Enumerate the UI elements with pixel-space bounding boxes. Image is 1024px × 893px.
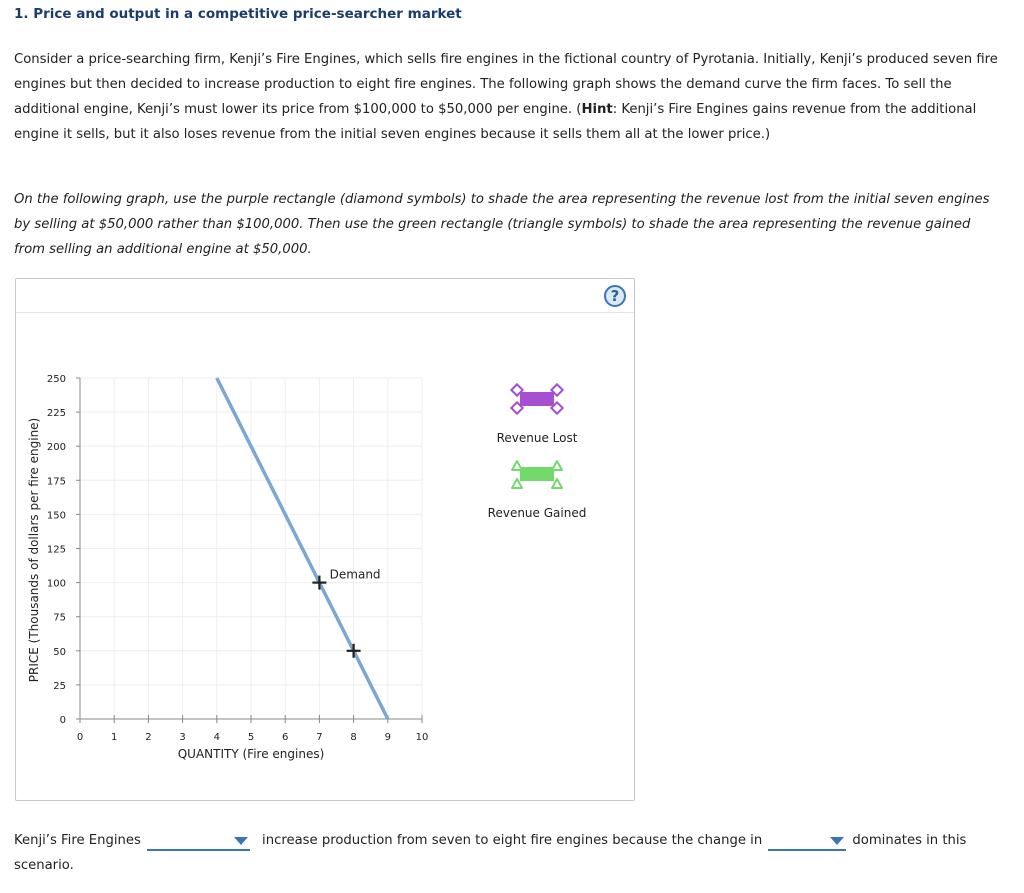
answer-middle: increase production from seven to eight fire engines because the change in bbox=[262, 833, 763, 848]
help-icon[interactable]: ? bbox=[604, 285, 626, 307]
y-tick-label: 125 bbox=[46, 544, 66, 556]
x-tick-label: 6 bbox=[282, 732, 289, 743]
y-axis-ticks bbox=[47, 374, 80, 726]
chevron-down-icon bbox=[234, 837, 248, 845]
x-tick-label: 4 bbox=[213, 732, 220, 743]
intro-text: Consider a price-searching firm, Kenji’s Fire Engines, which sells fire engines in the fictional country of Pyrotania. Initially, Kenji’s produced seven fire engines but then decided to increase production to eight fire engines. The following graph shows the demand curve the firm faces. To sell the additional engine, Kenji’s must lower its price from $100,000 to $50,000 per engine. ( bbox=[14, 52, 998, 117]
production-decision-dropdown[interactable] bbox=[147, 831, 250, 851]
x-tick-label: 7 bbox=[316, 732, 323, 743]
answer-suffix: dominates in this scenario. bbox=[14, 833, 967, 873]
hint-label: Hint bbox=[581, 102, 613, 117]
graph-panel bbox=[15, 278, 635, 801]
demand-graph[interactable] bbox=[16, 279, 634, 800]
x-tick-label: 3 bbox=[179, 732, 186, 743]
x-tick-label: 0 bbox=[76, 732, 84, 743]
revenue-gained-label: Revenue Gained bbox=[487, 506, 587, 520]
question-instruction: On the following graph, use the purple rectangle (diamond symbols) to shade the area representing the revenue lost from the initial seven engines by selling at $50,000 rather than $100,000. Then use the green rectangle (triangle symbols) to shade the area representing the revenue gained from selling an additional engine at $50,000. bbox=[14, 192, 990, 257]
demand-curve-label: Demand bbox=[329, 567, 381, 582]
y-axis-label: PRICE (Thousands of dollars per fire engine) bbox=[27, 417, 41, 683]
y-tick-label: 100 bbox=[46, 578, 66, 590]
triangle-icon bbox=[512, 461, 522, 470]
question-intro bbox=[14, 47, 1004, 147]
revenue-lost-tool[interactable] bbox=[511, 384, 562, 413]
answer-sentence bbox=[14, 828, 1004, 878]
y-tick-label: 75 bbox=[53, 612, 66, 624]
revenue-lost-label: Revenue Lost bbox=[496, 431, 578, 445]
x-tick-label: 9 bbox=[384, 732, 391, 743]
plus-marker bbox=[347, 644, 361, 658]
y-tick-label: 225 bbox=[46, 408, 66, 420]
chevron-down-icon bbox=[830, 837, 844, 845]
x-tick-label: 10 bbox=[415, 732, 429, 743]
y-tick-label: 50 bbox=[53, 646, 66, 658]
question-title: 1. Price and output in a competitive price-searcher market bbox=[14, 6, 462, 22]
answer-prefix: Kenji’s Fire Engines bbox=[14, 833, 141, 848]
y-tick-label: 25 bbox=[53, 680, 66, 692]
y-tick-label: 150 bbox=[46, 510, 66, 522]
triangle-icon bbox=[552, 461, 562, 470]
x-tick-label: 8 bbox=[350, 732, 357, 743]
y-tick-label: 250 bbox=[46, 374, 66, 385]
graph-grid bbox=[80, 378, 422, 719]
x-tick-label: 2 bbox=[145, 732, 152, 743]
y-tick-label: 175 bbox=[46, 476, 66, 488]
intro-text-end: : Kenji’s Fire Engines gains revenue from the additional engine it sells, but it also loses revenue from the initial seven engines because it sells them all at the lower price.) bbox=[14, 102, 977, 142]
revenue-change-dropdown[interactable] bbox=[768, 831, 846, 851]
y-tick-label: 200 bbox=[46, 442, 66, 454]
x-tick-label: 5 bbox=[247, 732, 255, 743]
x-tick-label: 1 bbox=[111, 732, 118, 743]
plus-marker bbox=[312, 576, 326, 590]
revenue-gained-tool[interactable] bbox=[512, 461, 562, 488]
x-axis-label: QUANTITY (Fire engines) bbox=[177, 747, 325, 761]
y-tick-label: 0 bbox=[59, 715, 66, 726]
